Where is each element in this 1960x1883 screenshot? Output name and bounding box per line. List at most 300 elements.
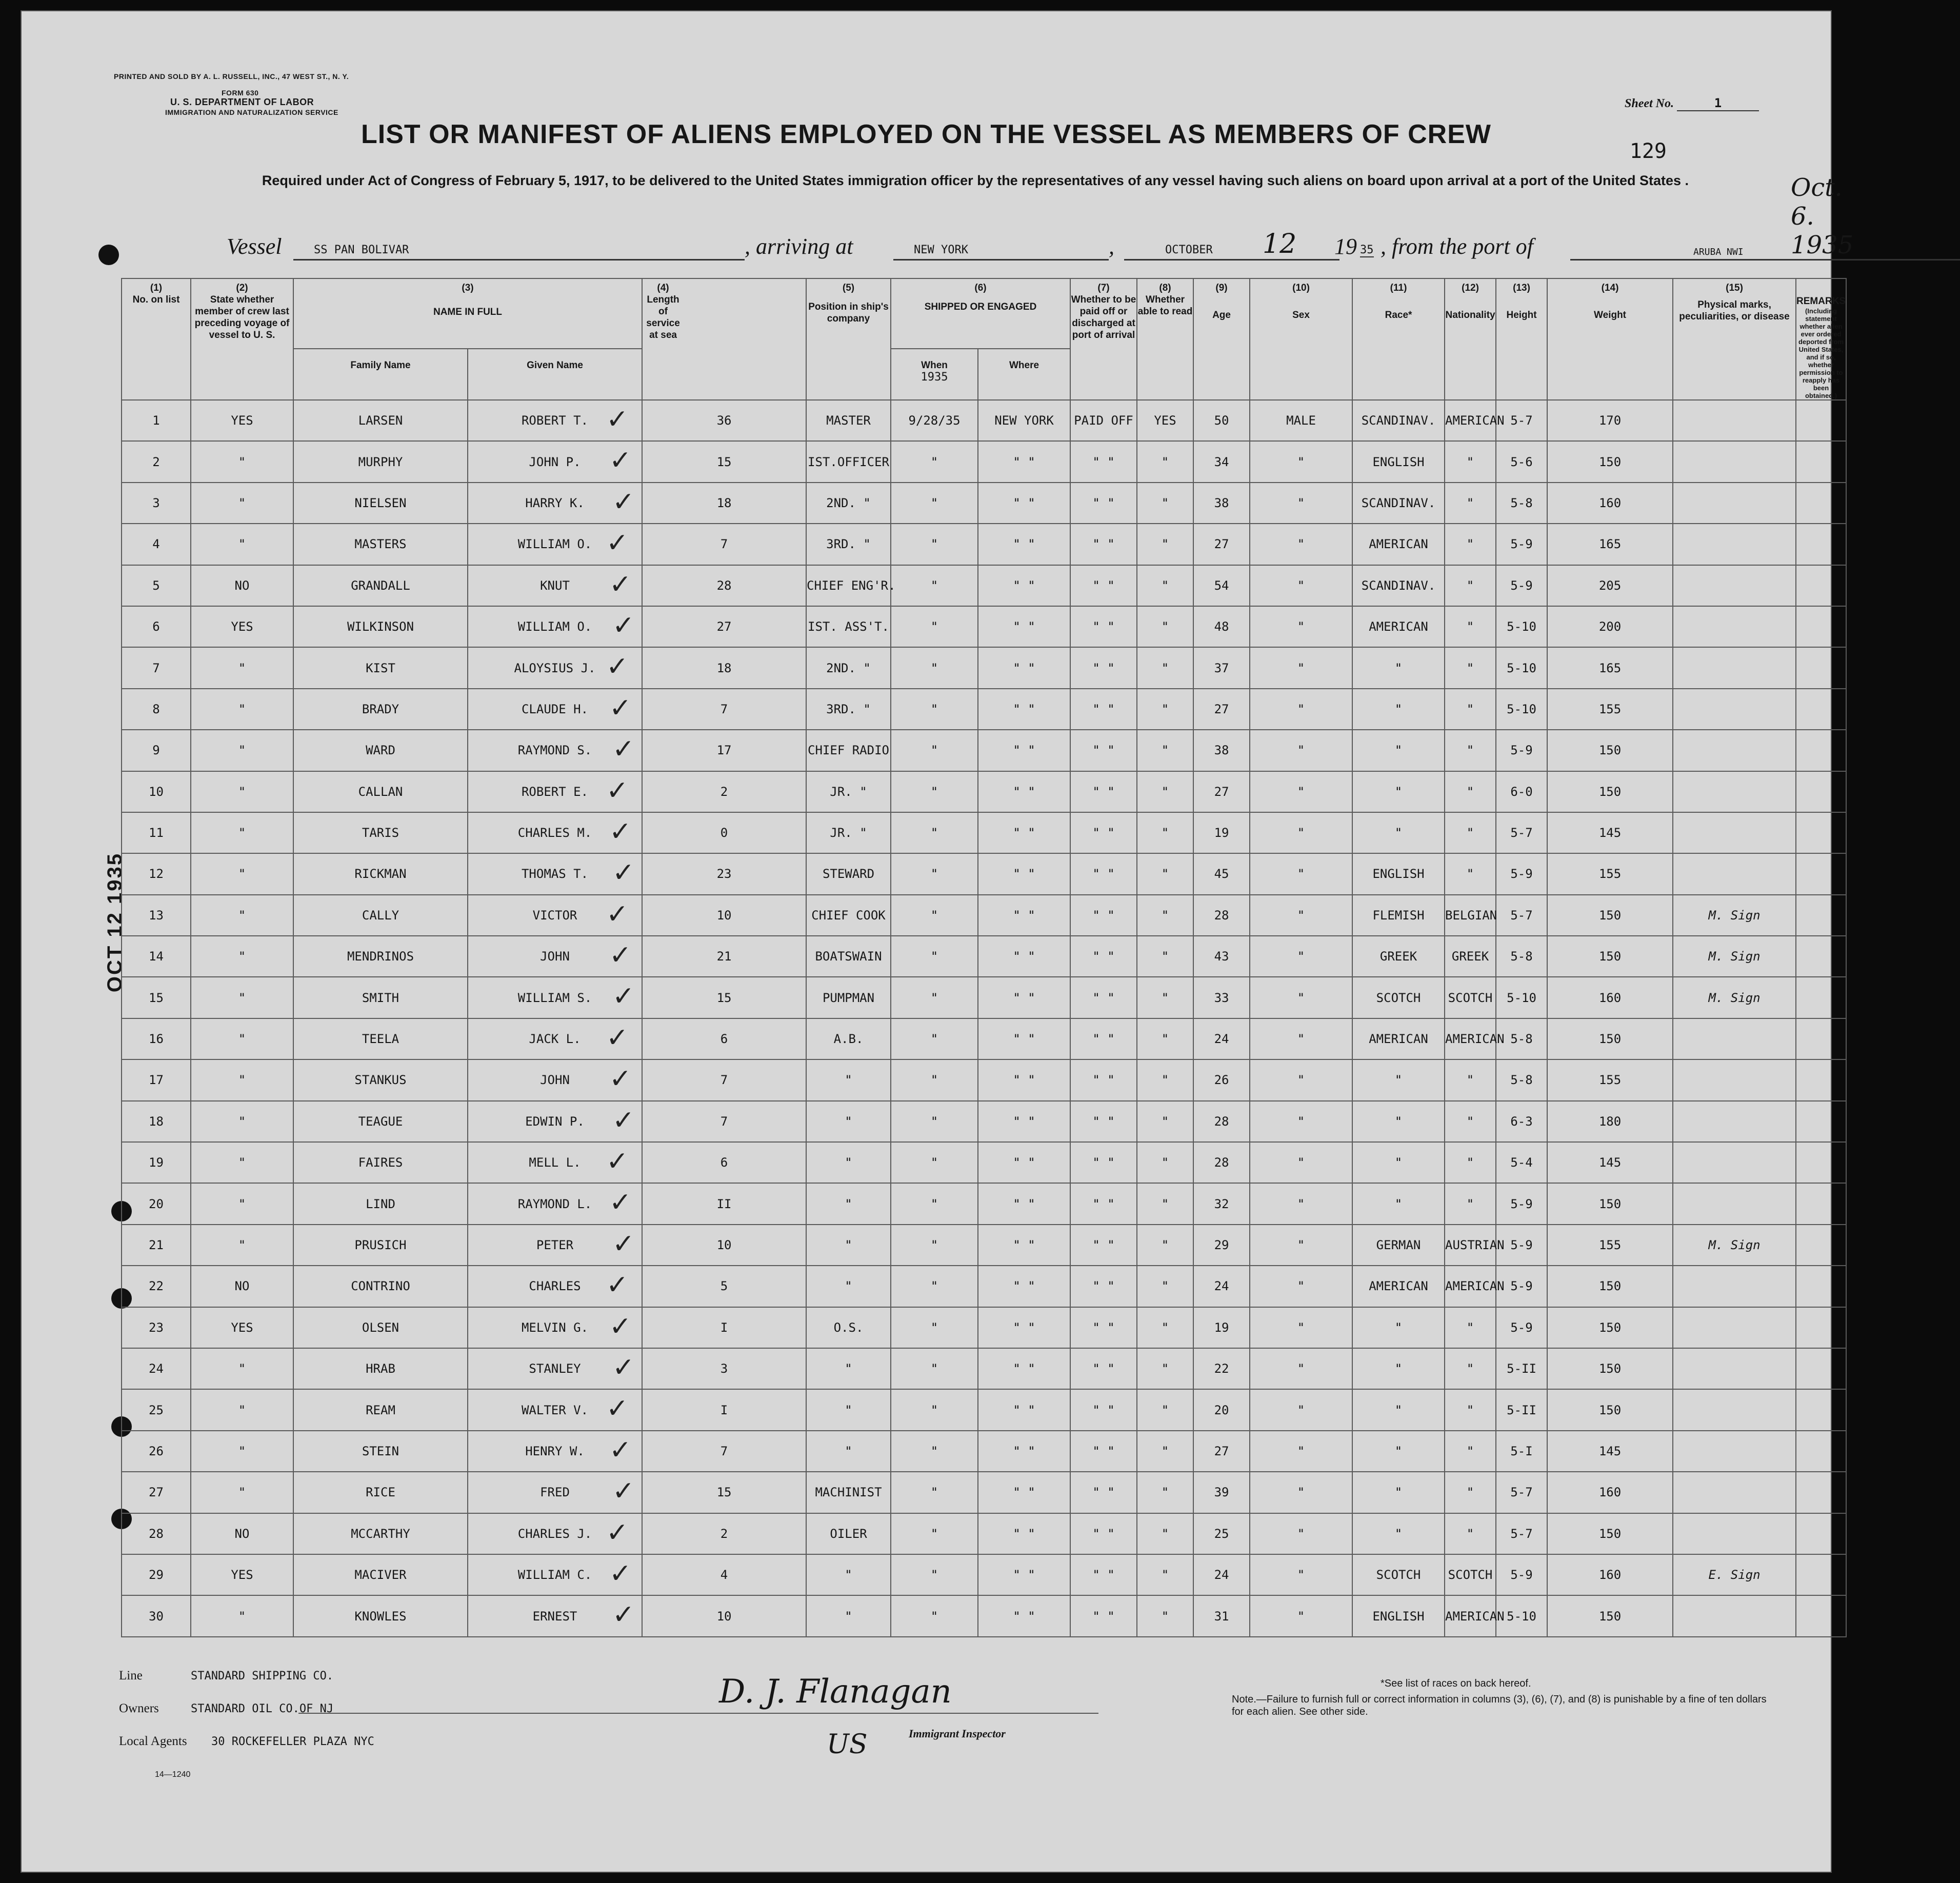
cell-sex: " xyxy=(1250,730,1352,771)
cell-read: " xyxy=(1137,812,1193,853)
cell-age: 33 xyxy=(1193,977,1250,1018)
cell-weight: 150 xyxy=(1547,936,1673,977)
cell-where: " " xyxy=(978,689,1070,730)
cell-paid: " " xyxy=(1070,1018,1137,1059)
cell-read: " xyxy=(1137,1059,1193,1100)
cell-height: 5-8 xyxy=(1496,936,1547,977)
cell-read: " xyxy=(1137,1472,1193,1513)
cell-prev: " xyxy=(191,1595,293,1636)
table-row xyxy=(122,441,1846,482)
cell-weight: 150 xyxy=(1547,1389,1673,1430)
cell-prev: " xyxy=(191,812,293,853)
cell-position: " xyxy=(806,1431,891,1472)
cell-where: " " xyxy=(978,1389,1070,1430)
cell-family: TEAGUE xyxy=(293,1101,468,1142)
checkmark-icon: ✓ xyxy=(609,692,632,724)
cell-remarks xyxy=(1796,647,1846,688)
cell-nat: AMERICAN xyxy=(1445,1595,1496,1636)
cell-family: SMITH xyxy=(293,977,468,1018)
cell-no: 4 xyxy=(122,524,191,565)
cell-read: " xyxy=(1137,895,1193,936)
cell-weight: 165 xyxy=(1547,647,1673,688)
arrival-month: OCTOBER xyxy=(1165,244,1213,256)
cell-no: 6 xyxy=(122,606,191,647)
cell-age: 29 xyxy=(1193,1225,1250,1266)
cell-age: 25 xyxy=(1193,1513,1250,1554)
cell-remarks xyxy=(1796,400,1846,441)
cell-service: 23 xyxy=(642,853,806,894)
cell-when: " xyxy=(891,1431,978,1472)
cell-paid: " " xyxy=(1070,1595,1137,1636)
checkmark-icon: ✓ xyxy=(612,1599,635,1631)
agents-label: Local Agents xyxy=(119,1734,187,1748)
cell-marks: M. Sign xyxy=(1673,936,1796,977)
cell-age: 28 xyxy=(1193,895,1250,936)
cell-position: " xyxy=(806,1142,891,1183)
cell-service: 3 xyxy=(642,1348,806,1389)
cell-where: " " xyxy=(978,1266,1070,1307)
cell-paid: " " xyxy=(1070,1183,1137,1224)
binding-hole xyxy=(98,245,119,265)
cell-no: 5 xyxy=(122,565,191,606)
cell-position: O.S. xyxy=(806,1307,891,1348)
checkmark-icon: ✓ xyxy=(609,816,632,847)
cell-prev: " xyxy=(191,524,293,565)
cell-when: " xyxy=(891,565,978,606)
checkmark-icon: ✓ xyxy=(606,1270,629,1301)
cell-given: ROBERT E. xyxy=(468,771,642,812)
cell-service: 28 xyxy=(642,565,806,606)
cell-remarks xyxy=(1796,441,1846,482)
cell-service: 6 xyxy=(642,1018,806,1059)
cell-remarks xyxy=(1796,1101,1846,1142)
cell-race: GREEK xyxy=(1352,936,1445,977)
cell-given: VICTOR xyxy=(468,895,642,936)
printer-line: PRINTED AND SOLD BY A. L. RUSSELL, INC., 47 WEST ST., N. Y. xyxy=(114,72,349,81)
cell-read: " xyxy=(1137,647,1193,688)
cell-height: 5-9 xyxy=(1496,565,1547,606)
cell-family: LARSEN xyxy=(293,400,468,441)
table-row xyxy=(122,524,1846,565)
cell-given: WALTER V. xyxy=(468,1389,642,1430)
cell-read: " xyxy=(1137,483,1193,524)
cell-no: 2 xyxy=(122,441,191,482)
cell-race: ENGLISH xyxy=(1352,1595,1445,1636)
cell-race: SCANDINAV. xyxy=(1352,483,1445,524)
cell-nat: " xyxy=(1445,730,1496,771)
cell-sex: MALE xyxy=(1250,400,1352,441)
cell-prev: " xyxy=(191,1142,293,1183)
year-prefix: 19 xyxy=(1334,234,1357,259)
cell-nat: " xyxy=(1445,689,1496,730)
cell-height: 5-10 xyxy=(1496,647,1547,688)
cell-read: " xyxy=(1137,1348,1193,1389)
footer-line xyxy=(119,1669,334,1683)
cell-marks: E. Sign xyxy=(1673,1554,1796,1595)
checkmark-icon: ✓ xyxy=(606,1517,629,1548)
cell-position: CHIEF ENG'R. xyxy=(806,565,891,606)
cell-position: " xyxy=(806,1225,891,1266)
footer-divider xyxy=(298,1713,1098,1714)
table-row xyxy=(122,565,1846,606)
cell-age: 31 xyxy=(1193,1595,1250,1636)
cell-where: " " xyxy=(978,1101,1070,1142)
cell-paid: " " xyxy=(1070,895,1137,936)
cell-race: " xyxy=(1352,1472,1445,1513)
cell-prev: NO xyxy=(191,565,293,606)
cell-given: STANLEY xyxy=(468,1348,642,1389)
cell-sex: " xyxy=(1250,1225,1352,1266)
arrival-day: 12 xyxy=(1263,229,1297,259)
document-title: LIST OR MANIFEST OF ALIENS EMPLOYED ON THE VESSEL AS MEMBERS OF CREW xyxy=(361,119,1491,149)
cell-marks xyxy=(1673,1348,1796,1389)
table-row xyxy=(122,647,1846,688)
col-header-physical-marks: (15) Physical marks, peculiarities, or disease xyxy=(1673,278,1796,400)
cell-no: 16 xyxy=(122,1018,191,1059)
cell-height: 5-9 xyxy=(1496,1307,1547,1348)
cell-family: STANKUS xyxy=(293,1059,468,1100)
cell-service: 36 xyxy=(642,400,806,441)
cell-paid: " " xyxy=(1070,1348,1137,1389)
cell-weight: 150 xyxy=(1547,1595,1673,1636)
table-row xyxy=(122,1225,1846,1266)
cell-remarks xyxy=(1796,853,1846,894)
cell-remarks xyxy=(1796,1472,1846,1513)
checkmark-icon: ✓ xyxy=(612,981,635,1012)
col-header-race: (11) Race* xyxy=(1352,278,1445,400)
checkmark-icon: ✓ xyxy=(612,1476,635,1507)
cell-given: CHARLES xyxy=(468,1266,642,1307)
cell-race: SCOTCH xyxy=(1352,1554,1445,1595)
cell-age: 38 xyxy=(1193,483,1250,524)
cell-read: " xyxy=(1137,606,1193,647)
cell-service: II xyxy=(642,1183,806,1224)
cell-position: JR. " xyxy=(806,771,891,812)
cell-read: " xyxy=(1137,441,1193,482)
page-number: 129 xyxy=(1629,139,1667,163)
cell-family: RICE xyxy=(293,1472,468,1513)
table-row xyxy=(122,1183,1846,1224)
table-row xyxy=(122,1266,1846,1307)
cell-paid: " " xyxy=(1070,1513,1137,1554)
cell-given: WILLIAM O. xyxy=(468,606,642,647)
cell-height: 5-8 xyxy=(1496,483,1547,524)
cell-marks xyxy=(1673,1307,1796,1348)
cell-height: 5-9 xyxy=(1496,730,1547,771)
cell-weight: 145 xyxy=(1547,812,1673,853)
cell-sex: " xyxy=(1250,1595,1352,1636)
cell-when: " xyxy=(891,1554,978,1595)
cell-paid: " " xyxy=(1070,1307,1137,1348)
cell-where: " " xyxy=(978,1431,1070,1472)
cell-nat: BELGIAN xyxy=(1445,895,1496,936)
cell-sex: " xyxy=(1250,1183,1352,1224)
col-header-where: Where xyxy=(978,349,1070,400)
cell-no: 19 xyxy=(122,1142,191,1183)
col-header-position: (5) Position in ship's company xyxy=(806,278,891,400)
cell-age: 32 xyxy=(1193,1183,1250,1224)
cell-no: 17 xyxy=(122,1059,191,1100)
cell-family: CALLAN xyxy=(293,771,468,812)
cell-race: SCOTCH xyxy=(1352,977,1445,1018)
cell-age: 38 xyxy=(1193,730,1250,771)
cell-paid: " " xyxy=(1070,1101,1137,1142)
cell-paid: " " xyxy=(1070,977,1137,1018)
cell-prev: " xyxy=(191,1059,293,1100)
cell-where: " " xyxy=(978,1348,1070,1389)
cell-no: 10 xyxy=(122,771,191,812)
cell-family: KIST xyxy=(293,647,468,688)
cell-where: " " xyxy=(978,606,1070,647)
cell-sex: " xyxy=(1250,895,1352,936)
owners-label: Owners xyxy=(119,1701,159,1715)
cell-where: " " xyxy=(978,1018,1070,1059)
table-row xyxy=(122,1389,1846,1430)
cell-nat: " xyxy=(1445,1307,1496,1348)
cell-paid: PAID OFF xyxy=(1070,400,1137,441)
cell-prev: " xyxy=(191,1183,293,1224)
cell-family: MURPHY xyxy=(293,441,468,482)
cell-where: " " xyxy=(978,441,1070,482)
departure-date: Oct. 6. 1935 xyxy=(1791,173,1854,259)
cell-remarks xyxy=(1796,524,1846,565)
cell-remarks xyxy=(1796,812,1846,853)
cell-age: 54 xyxy=(1193,565,1250,606)
cell-prev: YES xyxy=(191,1554,293,1595)
cell-age: 27 xyxy=(1193,524,1250,565)
cell-nat: " xyxy=(1445,1101,1496,1142)
cell-position: " xyxy=(806,1554,891,1595)
cell-given: RAYMOND S. xyxy=(468,730,642,771)
cell-prev: " xyxy=(191,771,293,812)
cell-height: 5-10 xyxy=(1496,1595,1547,1636)
cell-when: " xyxy=(891,1018,978,1059)
cell-service: 0 xyxy=(642,812,806,853)
cell-race: " xyxy=(1352,730,1445,771)
cell-age: 28 xyxy=(1193,1142,1250,1183)
cell-position: STEWARD xyxy=(806,853,891,894)
shipped-year: 1935 xyxy=(921,371,948,384)
cell-sex: " xyxy=(1250,1472,1352,1513)
manifest-page xyxy=(21,10,1854,1873)
cell-prev: YES xyxy=(191,1307,293,1348)
cell-race: " xyxy=(1352,1183,1445,1224)
cell-service: 17 xyxy=(642,730,806,771)
cell-race: SCANDINAV. xyxy=(1352,400,1445,441)
footer-owners xyxy=(119,1701,334,1716)
cell-position: IST.OFFICER xyxy=(806,441,891,482)
cell-nat: " xyxy=(1445,771,1496,812)
cell-no: 15 xyxy=(122,977,191,1018)
cell-age: 45 xyxy=(1193,853,1250,894)
checkmark-icon: ✓ xyxy=(612,857,635,889)
cell-position: " xyxy=(806,1183,891,1224)
cell-sex: " xyxy=(1250,1059,1352,1100)
cell-height: 5-10 xyxy=(1496,977,1547,1018)
cell-height: 5-7 xyxy=(1496,812,1547,853)
table-row xyxy=(122,1472,1846,1513)
cell-family: REAM xyxy=(293,1389,468,1430)
cell-remarks xyxy=(1796,1059,1846,1100)
cell-height: 5-9 xyxy=(1496,1266,1547,1307)
checkmark-icon: ✓ xyxy=(609,940,632,971)
cell-weight: 150 xyxy=(1547,771,1673,812)
cell-remarks xyxy=(1796,936,1846,977)
col-header-shipped: (6) SHIPPED OR ENGAGED xyxy=(891,278,1070,349)
cell-weight: 150 xyxy=(1547,1266,1673,1307)
cell-race: " xyxy=(1352,1389,1445,1430)
cell-where: " " xyxy=(978,565,1070,606)
department-name: U. S. DEPARTMENT OF LABOR xyxy=(170,97,314,107)
cell-height: 5-9 xyxy=(1496,1554,1547,1595)
cell-nat: " xyxy=(1445,1472,1496,1513)
table-row xyxy=(122,1348,1846,1389)
cell-given: EDWIN P. xyxy=(468,1101,642,1142)
cell-given: THOMAS T. xyxy=(468,853,642,894)
cell-nat: AUSTRIAN xyxy=(1445,1225,1496,1266)
cell-position: OILER xyxy=(806,1513,891,1554)
cell-paid: " " xyxy=(1070,730,1137,771)
document-subtitle: Required under Act of Congress of February 5, 1917, to be delivered to the United States immigration officer by the representatives of any vessel having such aliens on board upon arrival at a port of the United States . xyxy=(262,173,1689,188)
cell-age: 24 xyxy=(1193,1266,1250,1307)
cell-sex: " xyxy=(1250,1266,1352,1307)
cell-when: " xyxy=(891,1513,978,1554)
cell-family: MENDRINOS xyxy=(293,936,468,977)
cell-height: 5-4 xyxy=(1496,1142,1547,1183)
cell-when: " xyxy=(891,524,978,565)
cell-family: RICKMAN xyxy=(293,853,468,894)
cell-remarks xyxy=(1796,771,1846,812)
cell-sex: " xyxy=(1250,1142,1352,1183)
cell-where: " " xyxy=(978,977,1070,1018)
cell-race: AMERICAN xyxy=(1352,1266,1445,1307)
cell-remarks xyxy=(1796,565,1846,606)
cell-read: YES xyxy=(1137,400,1193,441)
cell-nat: " xyxy=(1445,1431,1496,1472)
cell-remarks xyxy=(1796,895,1846,936)
cell-weight: 155 xyxy=(1547,689,1673,730)
cell-prev: NO xyxy=(191,1266,293,1307)
form-code: 14—1240 xyxy=(155,1770,191,1779)
arriving-label: , arriving at xyxy=(745,234,853,259)
service-name: IMMIGRATION AND NATURALIZATION SERVICE xyxy=(165,108,338,116)
cell-prev: NO xyxy=(191,1513,293,1554)
cell-position: " xyxy=(806,1266,891,1307)
cell-where: " " xyxy=(978,1225,1070,1266)
col-header-weight: (14) Weight xyxy=(1547,278,1673,400)
cell-prev: " xyxy=(191,895,293,936)
cell-given: JACK L. xyxy=(468,1018,642,1059)
cell-no: 28 xyxy=(122,1513,191,1554)
cell-marks xyxy=(1673,647,1796,688)
checkmark-icon: ✓ xyxy=(606,1393,629,1425)
table-row xyxy=(122,895,1846,936)
checkmark-icon: ✓ xyxy=(606,404,629,435)
table-row xyxy=(122,483,1846,524)
cell-sex: " xyxy=(1250,1018,1352,1059)
cell-family: KNOWLES xyxy=(293,1595,468,1636)
cell-weight: 150 xyxy=(1547,1018,1673,1059)
cell-service: 7 xyxy=(642,524,806,565)
col-header-previous-voyage: (2) State whether member of crew last preceding voyage of vessel to U. S. xyxy=(191,278,293,400)
cell-where: " " xyxy=(978,1142,1070,1183)
cell-position: MASTER xyxy=(806,400,891,441)
cell-no: 1 xyxy=(122,400,191,441)
cell-paid: " " xyxy=(1070,441,1137,482)
table-row xyxy=(122,1018,1846,1059)
cell-race: " xyxy=(1352,1059,1445,1100)
cell-service: I xyxy=(642,1307,806,1348)
cell-paid: " " xyxy=(1070,853,1137,894)
cell-sex: " xyxy=(1250,524,1352,565)
crew-table xyxy=(121,278,1847,1637)
inspector-label: Immigrant Inspector xyxy=(909,1727,1006,1740)
cell-no: 8 xyxy=(122,689,191,730)
cell-where: " " xyxy=(978,1472,1070,1513)
cell-service: 21 xyxy=(642,936,806,977)
cell-nat: AMERICAN xyxy=(1445,400,1496,441)
cell-height: 5-7 xyxy=(1496,895,1547,936)
cell-weight: 145 xyxy=(1547,1142,1673,1183)
cell-marks xyxy=(1673,1472,1796,1513)
cell-height: 5-9 xyxy=(1496,853,1547,894)
cell-weight: 155 xyxy=(1547,853,1673,894)
cell-given: HARRY K. xyxy=(468,483,642,524)
cell-remarks xyxy=(1796,1266,1846,1307)
cell-given: MELVIN G. xyxy=(468,1307,642,1348)
cell-prev: " xyxy=(191,441,293,482)
cell-family: LIND xyxy=(293,1183,468,1224)
table-row xyxy=(122,1513,1846,1554)
cell-service: 18 xyxy=(642,647,806,688)
cell-weight: 145 xyxy=(1547,1431,1673,1472)
cell-race: AMERICAN xyxy=(1352,1018,1445,1059)
cell-position: JR. " xyxy=(806,812,891,853)
cell-height: 5-9 xyxy=(1496,1183,1547,1224)
cell-weight: 150 xyxy=(1547,730,1673,771)
cell-nat: GREEK xyxy=(1445,936,1496,977)
table-row xyxy=(122,606,1846,647)
cell-service: 6 xyxy=(642,1142,806,1183)
cell-marks xyxy=(1673,1431,1796,1472)
col-header-given-name: Given Name xyxy=(468,349,642,400)
cell-no: 14 xyxy=(122,936,191,977)
cell-when: " xyxy=(891,483,978,524)
cell-height: 5-8 xyxy=(1496,1059,1547,1100)
cell-where: " " xyxy=(978,1059,1070,1100)
cell-when: " xyxy=(891,853,978,894)
checkmark-icon: ✓ xyxy=(609,1187,632,1218)
cell-service: 15 xyxy=(642,1472,806,1513)
cell-service: 4 xyxy=(642,1554,806,1595)
cell-remarks xyxy=(1796,689,1846,730)
cell-given: HENRY W. xyxy=(468,1431,642,1472)
cell-paid: " " xyxy=(1070,771,1137,812)
cell-race: " xyxy=(1352,1101,1445,1142)
table-row xyxy=(122,853,1846,894)
col-header-family-name: Family Name xyxy=(293,349,468,400)
cell-weight: 150 xyxy=(1547,1513,1673,1554)
cell-sex: " xyxy=(1250,689,1352,730)
cell-weight: 150 xyxy=(1547,895,1673,936)
cell-paid: " " xyxy=(1070,1266,1137,1307)
cell-sex: " xyxy=(1250,1389,1352,1430)
cell-position: " xyxy=(806,1059,891,1100)
cell-where: " " xyxy=(978,1183,1070,1224)
cell-race: " xyxy=(1352,1307,1445,1348)
cell-service: 7 xyxy=(642,689,806,730)
cell-sex: " xyxy=(1250,565,1352,606)
